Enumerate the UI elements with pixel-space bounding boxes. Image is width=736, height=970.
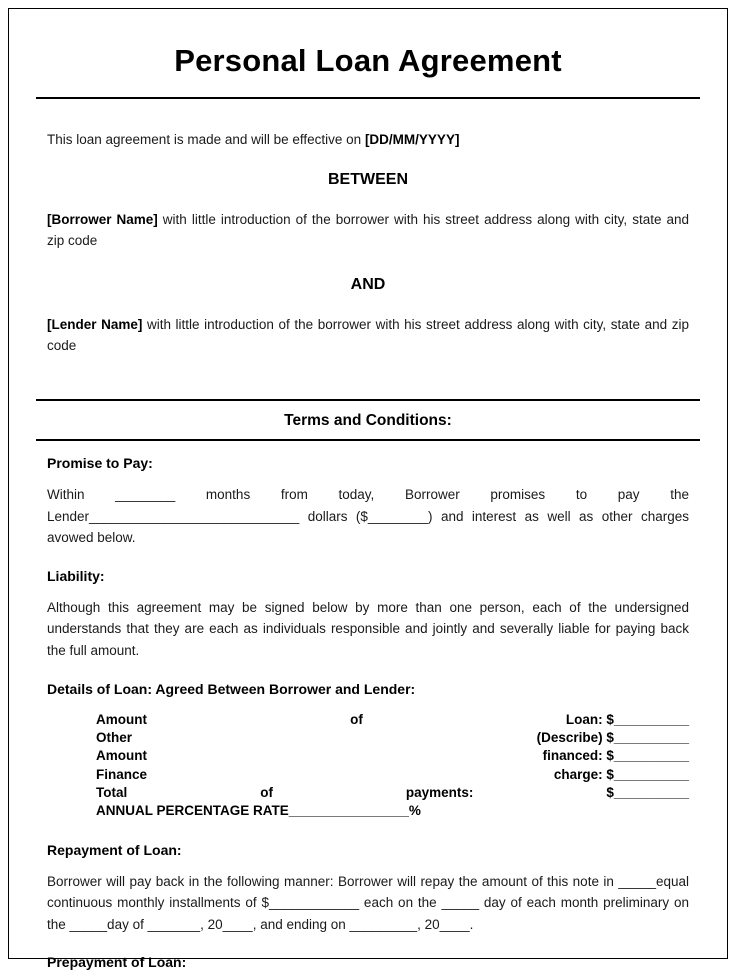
document-title: Personal Loan Agreement <box>174 43 562 78</box>
effective-date-line <box>47 129 689 151</box>
table-row <box>96 766 689 784</box>
details-of-loan-heading: Details of Loan: Agreed Between Borrower and Lender: <box>47 680 416 697</box>
loan-details-table <box>96 711 689 821</box>
details-cell: Amount <box>96 711 147 727</box>
details-cell: Total <box>96 784 128 800</box>
table-row <box>96 711 689 729</box>
between-heading: BETWEEN <box>328 170 408 188</box>
table-row <box>96 729 689 747</box>
effective-date-placeholder: [DD/MM/YYYY] <box>364 132 460 147</box>
promise-to-pay-heading: Promise to Pay: <box>47 454 153 471</box>
details-cell: (Describe) $__________ <box>536 729 689 745</box>
details-cell: payments: <box>405 784 474 800</box>
and-heading: AND <box>350 275 386 293</box>
effective-date-text: This loan agreement is made and will be effective on <box>47 132 365 147</box>
table-row <box>96 784 689 802</box>
details-cell: of <box>260 784 273 800</box>
details-cell: $__________ <box>606 784 689 800</box>
annual-percentage-rate-line: ANNUAL PERCENTAGE RATE________________% <box>96 803 421 819</box>
borrower-paragraph <box>47 209 689 252</box>
details-cell: Other <box>96 729 133 745</box>
lender-paragraph <box>47 314 689 357</box>
details-cell: of <box>350 711 363 727</box>
promise-to-pay-paragraph: Within ________ months from today, Borrower promises to pay the Lender____________________________ dollars ($________) and interest as well as other charges avowed below. <box>47 486 689 546</box>
repayment-of-loan-heading: Repayment of Loan: <box>47 841 182 858</box>
title-divider <box>36 97 700 99</box>
document-page <box>8 8 728 970</box>
repayment-paragraph: Borrower will pay back in the following manner: Borrower will repay the amount of this note in _____equal continuous monthly installments of $____________ each on the _____ day of each month preliminary on the _____day of _______, 20____, and ending on _________, 20____. <box>47 873 689 932</box>
details-cell: Loan: $__________ <box>565 711 689 727</box>
liability-paragraph: Although this agreement may be signed below by more than one person, each of the undersigned understands that they are each as individuals responsible and jointly and severally liable for paying back the full amount. <box>47 599 689 658</box>
lender-name-placeholder: [Lender Name] <box>47 316 143 332</box>
table-row <box>96 747 689 765</box>
terms-and-conditions-heading: Terms and Conditions: <box>284 411 452 429</box>
details-cell: charge: $__________ <box>553 766 689 782</box>
borrower-name-placeholder: [Borrower Name] <box>47 211 158 227</box>
details-cell: Amount <box>96 748 147 764</box>
liability-heading: Liability: <box>47 567 105 584</box>
details-cell: financed: $__________ <box>542 748 689 764</box>
terms-divider-bottom <box>36 439 700 441</box>
prepayment-of-loan-heading: Prepayment of Loan: <box>47 954 187 970</box>
lender-description: with little introduction of the borrower with his street address along with city, state and zip code <box>47 316 689 354</box>
terms-divider-top <box>36 399 700 401</box>
details-cell: Finance <box>96 766 148 782</box>
borrower-description: with little introduction of the borrower with his street address along with city, state and zip code <box>47 211 690 249</box>
